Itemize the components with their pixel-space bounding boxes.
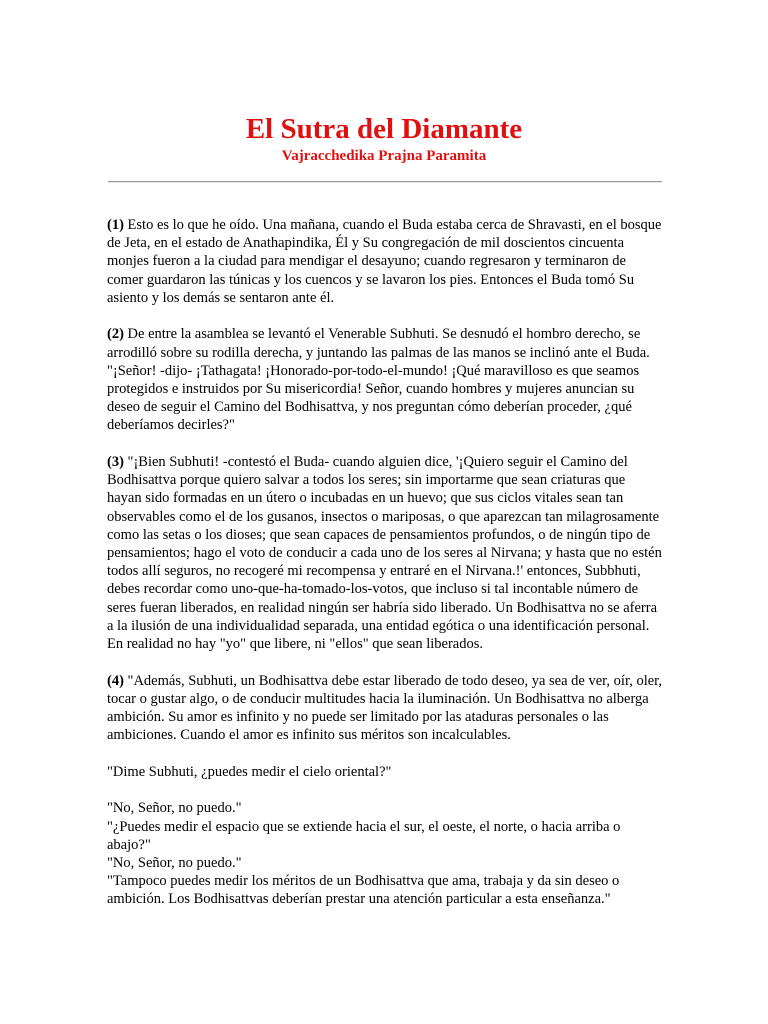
paragraph-text: "Además, Subhuti, un Bodhisattva debe estar liberado de todo deseo, ya sea de ver, oír, oler, tocar o gustar algo, o de conducir multitudes hacia la iluminación. Un Bodhisattva no alberga ambición. Su amor es infinito y no puede ser limitado por las ataduras personales o las ambiciones. Cuando el amor es infinito sus méritos son incalculables. [107,672,663,744]
paragraph-text: Esto es lo que he oído. Una mañana, cuando el Buda estaba cerca de Shravasti, en el bosque de Jeta, en el estado de Anathapindika, Él y Su congregación de mil doscientos cincuenta monjes fueron a la ciudad para mendigar el desayuno; cuando regresaron y terminaron de comer guardaron las túnicas y los cuencos y se lavaron los pies. Entonces el Buda tomó Su asiento y los demás se sentaron ante él. [107,217,662,306]
question-line: "Dime Subhuti, ¿puedes medir el cielo oriental?" [107,763,392,780]
sutra-body [107,216,663,909]
paragraph-number: (3) [107,454,124,471]
document-title: El Sutra del Diamante [245,113,523,146]
paragraph-text: "¡Bien Subhuti! -contestó el Buda- cuando alguien dice, '¡Quiero seguir el Camino del Bodhisattva porque quiero salvar a todos los seres; sin importarme que sean criaturas que hayan sido formadas en un útero o incubadas en un huevo; que sus ciclos vitales sean tan observables como el de los gusanos, insectos o mariposas, o que aparezcan tan milagrosamente como las setas o los dioses; que sean capaces de pensamientos profundos, o de ningún tipo de pensamientos; hago el voto de conducir a cada uno de los seres al Nirvana; y hasta que no estén todos allí seguros, no recogeré mi recompensa y entraré en el Nirvana.!' entonces, Subbhuti, debes recordar como uno-que-ha-tomado-los-votos, que incluso si tal incontable número de seres fueran liberados, en realidad ningún ser habría sido liberado. Un Bodhisattva no se aferra a la ilusión de una individualidad separada, una entidad egótica o una identificación personal. En realidad no hay "yo" que libere, ni "ellos" que sean liberados. [107,454,662,653]
dialogue-line: "No, Señor, no puedo." [107,800,242,817]
paragraph-number: (2) [107,326,124,343]
paragraph-1 [107,216,663,307]
paragraph-4 [107,672,663,745]
paragraph-number: (4) [107,672,124,689]
paragraph-number: (1) [107,217,124,233]
dialogue-line: "¿Puedes medir el espacio que se extiende hacia el sur, el oeste, el norte, o hacia arriba o abajo?" [107,818,621,853]
paragraph-3 [107,453,663,653]
document-subtitle: Vajracchedika Prajna Paramita [281,148,487,164]
horizontal-divider [108,181,662,183]
dialogue-line: "No, Señor, no puedo." [107,855,242,872]
paragraph-2 [107,325,663,434]
dialogue-line: "Tampoco puedes medir los méritos de un Bodhisattva que ama, trabaja y da sin deseo o ambición. Los Bodhisattvas deberían prestar una atención particular a esta enseñanza." [107,873,620,908]
paragraph-text: De entre la asamblea se levantó el Venerable Subhuti. Se desnudó el hombro derecho, se arrodilló sobre su rodilla derecha, y juntando las palmas de las manos se inclinó ante el Buda. "¡Señor! -dijo- ¡Tathagata! ¡Honorado-por-todo-el-mundo! ¡Qué maravilloso es que seamos protegidos e instruidos por Su misericordia! Señor, cuando hombres y mujeres anuncian su deseo de seguir el Camino del Bodhisattva, y nos preguntan cómo deberían proceder, ¿qué deberíamos decirles?" [107,326,650,434]
